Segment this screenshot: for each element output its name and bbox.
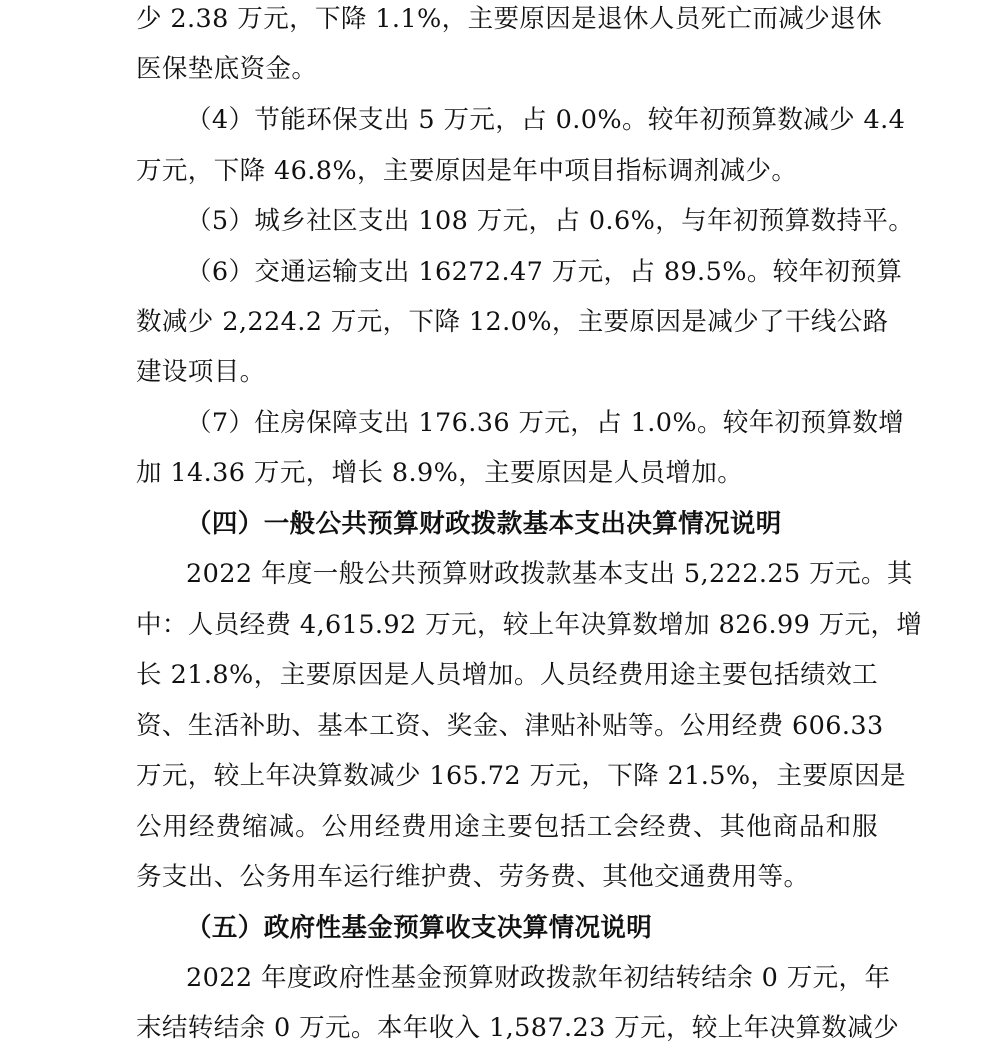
body-text-line: 加 14.36 万元，增长 8.9%，主要原因是人员增加。 bbox=[136, 458, 744, 488]
body-text-line: 公用经费缩减。公用经费用途主要包括工会经费、其他商品和服 bbox=[136, 812, 878, 842]
body-text-line: 数减少 2,224.2 万元，下降 12.0%，主要原因是减少了干线公路 bbox=[136, 307, 889, 337]
body-text-line: 建设项目。 bbox=[136, 357, 266, 387]
body-text-line: 中：人员经费 4,615.92 万元，较上年决算数增加 826.99 万元，增 bbox=[136, 610, 923, 640]
body-text-line: 务支出、公务用车运行维护费、劳务费、其他交通费用等。 bbox=[136, 862, 810, 892]
body-text-line: （4）节能环保支出 5 万元，占 0.0%。较年初预算数减少 4.4 bbox=[186, 105, 906, 135]
body-text-line: 2022 年度一般公共预算财政拨款基本支出 5,222.25 万元。其 bbox=[186, 559, 913, 589]
section-heading-4: （四）一般公共预算财政拨款基本支出决算情况说明 bbox=[186, 509, 782, 539]
body-text-line: 万元，较上年决算数减少 165.72 万元，下降 21.5%，主要原因是 bbox=[136, 761, 906, 791]
body-text-line: 2022 年度政府性基金预算财政拨款年初结转结余 0 万元，年 bbox=[186, 963, 891, 993]
body-text-line: （5）城乡社区支出 108 万元，占 0.6%，与年初预算数持平。 bbox=[186, 206, 915, 236]
body-text-line: 少 2.38 万元，下降 1.1%，主要原因是退休人员死亡而减少退休 bbox=[136, 4, 882, 34]
body-text-line: 医保垫底资金。 bbox=[136, 54, 318, 84]
section-heading-5: （五）政府性基金预算收支决算情况说明 bbox=[186, 913, 653, 943]
body-text-line: 万元，下降 46.8%，主要原因是年中项目指标调剂减少。 bbox=[136, 156, 798, 186]
body-text-line: 末结转结余 0 万元。本年收入 1,587.23 万元，较上年决算数减少 bbox=[136, 1013, 900, 1043]
body-text-line: 长 21.8%，主要原因是人员增加。人员经费用途主要包括绩效工 bbox=[136, 660, 878, 690]
body-text-line: 资、生活补助、基本工资、奖金、津贴补贴等。公用经费 606.33 bbox=[136, 711, 884, 741]
body-text-line: （6）交通运输支出 16272.47 万元，占 89.5%。较年初预算 bbox=[186, 257, 903, 287]
body-text-line: （7）住房保障支出 176.36 万元，占 1.0%。较年初预算数增 bbox=[186, 408, 905, 438]
